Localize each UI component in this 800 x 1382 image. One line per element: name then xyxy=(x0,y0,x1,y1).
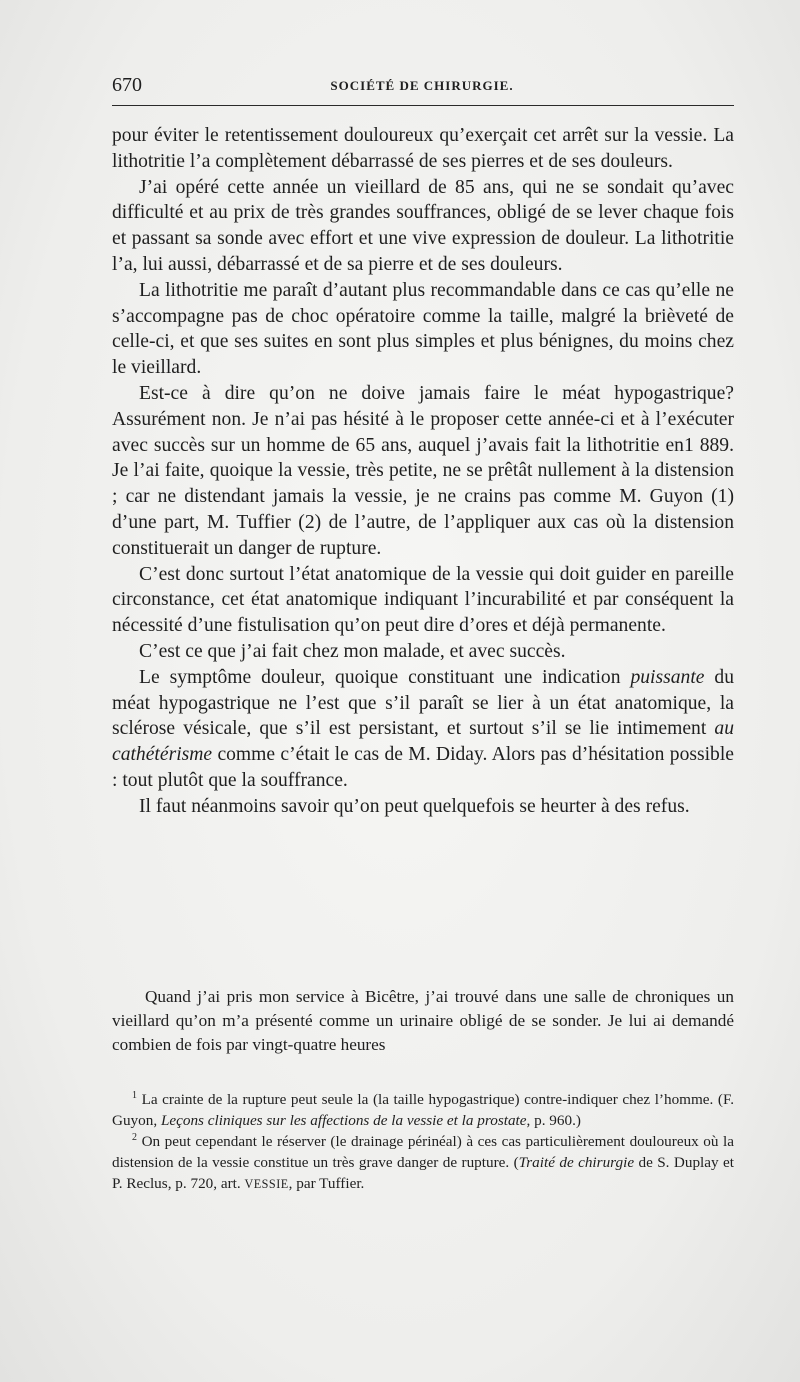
paragraph-5: C’est donc surtout l’état anatomique de la vessie qui doit guider en pareille circonstance, cet état anatomique indiquant l’incurabilité et par conséquent la nécessité d’une fistulisation qu’on peut dire d’ores et déjà permanente. xyxy=(112,563,734,637)
paragraph-8: Il faut néanmoins savoir qu’on peut quelquefois se heurter à des refus. xyxy=(139,795,690,817)
footnote-2-part-a: On peut cependant le réserver (le drainage périnéal) à ces cas particulièrement douloureux où la distension de la vessie constitue un très grave danger de rupture. ( xyxy=(112,1133,734,1171)
case-report-text xyxy=(112,985,734,1057)
paragraph-7-part-b: du méat hypogastrique ne l’est que s’il paraît se lier à un état anatomique, la sclérose vésicale, que s’il est persistant, et surtout s’il se lie intimement xyxy=(112,666,734,740)
paragraph-7-part-c: comme c’était le cas de M. Diday. Alors pas d’hésitation possible : tout plutôt que la souffrance. xyxy=(112,744,734,791)
footnote-1-part-a: La crainte de la rupture peut seule la (la taille hypogastrique) contre-indiquer chez l’homme. (F. Guyon, xyxy=(112,1091,734,1129)
footnote-1-mark: 1 xyxy=(132,1089,137,1101)
paragraph-3: La lithotritie me paraît d’autant plus recommandable dans ce cas qu’elle ne s’accompagne pas de choc opératoire comme la taille, malgré la brièveté de celle-ci, et que ses suites en sont plus simples et plus bénignes, du moins chez le vieillard. xyxy=(112,279,734,379)
paragraph-7 xyxy=(112,665,734,794)
footnotes xyxy=(112,1089,734,1195)
footnote-2 xyxy=(112,1131,734,1195)
paragraph-2: J’ai opéré cette année un vieillard de 85 ans, qui ne se sondait qu’avec difficulté et au prix de très grandes souffrances, obligé de se lever chaque fois et passant sa sonde avec effort et une vive expression de douleur. La lithotritie l’a, lui aussi, débarrassé et de sa pierre et de ses douleurs. xyxy=(112,176,734,275)
running-head: SOCIÉTÉ DE CHIRURGIE. xyxy=(330,78,514,93)
page-number: 670 xyxy=(112,74,142,96)
paragraph-7-emphasis-1: puissante xyxy=(630,666,705,688)
paragraph-6: C’est ce que j’ai fait chez mon malade, et avec succès. xyxy=(139,640,566,662)
paragraph-7-part-a: Le symptôme douleur, quoique constituant une indication xyxy=(139,666,631,688)
footnote-2-mark: 2 xyxy=(132,1131,137,1143)
footnote-2-smallcaps: VESSIE xyxy=(244,1177,289,1191)
footnote-2-title: Traité de chirurgie xyxy=(518,1154,635,1171)
paragraph-1: pour éviter le retentissement douloureux qu’exerçait cet arrêt sur la vessie. La lithotritie l’a complètement débarrassé de ses pierres et de ses douleurs. xyxy=(112,125,734,172)
paragraph-7-emphasis-2: au cathétérisme xyxy=(112,718,734,766)
page-header xyxy=(112,74,732,100)
footnote-2-part-b: de S. Duplay et P. Reclus, p. 720, art. xyxy=(112,1154,734,1192)
footnote-1-part-b: , p. 960.) xyxy=(526,1112,581,1129)
header-rule xyxy=(112,105,734,106)
case-report-paragraph: Quand j’ai pris mon service à Bicêtre, j’ai trouvé dans une salle de chroniques un vieillard qu’on m’a présenté comme un urinaire obligé de se sonder. Je lui ai demandé combien de fois par vingt-quatre heures xyxy=(112,987,734,1054)
main-text xyxy=(112,123,734,820)
footnote-2-part-c: , par Tuffier. xyxy=(288,1175,365,1192)
paragraph-4: Est-ce à dire qu’on ne doive jamais faire le méat hypogastrique? Assurément non. Je n’ai pas hésité à le proposer cette année-ci et à l’exécuter avec succès sur un homme de 65 ans, auquel j’avais fait la lithotritie en1 889. Je l’ai faite, quoique la vessie, très petite, ne se prêtât nullement à la distension ; car ne distendant jamais la vessie, je ne crains pas comme M. Guyon (1) d’une part, M. Tuffier (2) de l’autre, de l’appliquer aux cas où la distension constituerait un danger de rupture. xyxy=(112,382,734,559)
footnote-1 xyxy=(112,1089,734,1131)
footnote-1-title: Leçons cliniques sur les affections de la vessie et la prostate xyxy=(160,1112,527,1129)
